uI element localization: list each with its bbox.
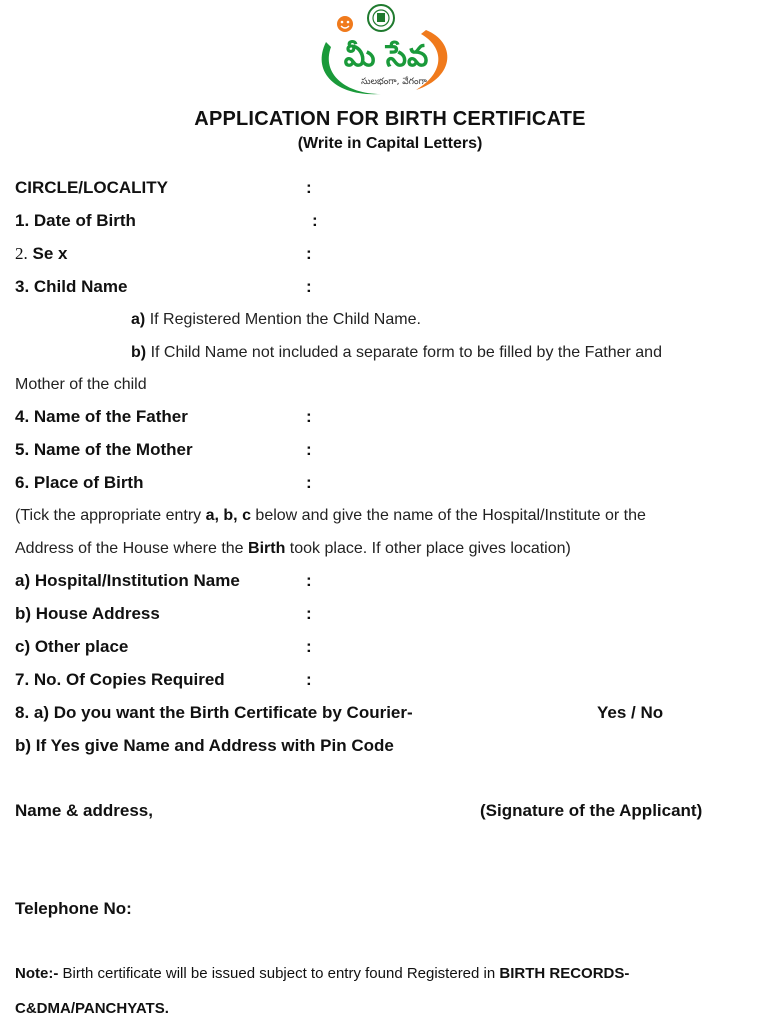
field-label: 6. Place of Birth <box>15 473 144 492</box>
field-label: b) If Yes give Name and Address with Pin Code <box>15 736 394 755</box>
child-name-option-b-continued: Mother of the child <box>15 376 147 393</box>
note-line2: C&DMA/PANCHYATS. <box>15 1000 169 1017</box>
field-label: 7. No. Of Copies Required <box>15 670 225 689</box>
field-label-number: 2. <box>15 244 28 263</box>
field-label: 1. Date of Birth <box>15 211 136 230</box>
note-text: Birth certificate will be issued subject to entry found Registered in <box>58 965 500 982</box>
option-marker: a) <box>131 311 146 328</box>
place-of-birth-note-line2: Address of the House where the Birth took place. If other place gives location) <box>15 540 571 557</box>
smiley-icon <box>337 16 353 32</box>
field-label: c) Other place <box>15 637 129 656</box>
field-colon: : <box>306 571 312 590</box>
field-colon: : <box>306 670 312 689</box>
page-title: APPLICATION FOR BIRTH CERTIFICATE <box>194 108 586 130</box>
name-and-address-label: Name & address, <box>15 801 153 820</box>
signature-label: (Signature of the Applicant) <box>480 801 703 820</box>
child-name-option-b <box>131 343 662 363</box>
field-label: a) Hospital/Institution Name <box>15 571 240 590</box>
meeseva-logo-graphic <box>306 2 466 112</box>
option-text: If Child Name not included a separate form to be filled by the Father and <box>150 344 662 361</box>
field-label: 4. Name of the Father <box>15 407 188 426</box>
child-name-option-a <box>131 310 421 330</box>
field-colon: : <box>312 211 318 230</box>
logo-tagline-text: సులభంగా, వేగంగా <box>361 77 427 87</box>
place-of-birth-note-line1: (Tick the appropriate entry a, b, c below and give the name of the Hospital/Institute or the <box>15 507 646 524</box>
field-label: 8. a) Do you want the Birth Certificate by Courier- <box>15 703 413 722</box>
page-subtitle: (Write in Capital Letters) <box>297 135 483 152</box>
field-colon: : <box>306 637 312 656</box>
courier-yes-no: Yes / No <box>597 703 664 722</box>
note-bold-text: BIRTH RECORDS- <box>499 965 630 982</box>
field-label: 3. Child Name <box>15 277 128 296</box>
logo-name-text: మీ సేవ <box>343 39 429 74</box>
field-label <box>15 244 67 264</box>
field-label-text: Se x <box>32 244 68 263</box>
note-line1 <box>15 964 629 984</box>
field-colon: : <box>306 604 312 623</box>
field-label: 5. Name of the Mother <box>15 440 193 459</box>
field-label: b) House Address <box>15 604 160 623</box>
field-colon: : <box>306 277 312 296</box>
field-colon: : <box>306 244 312 263</box>
note-label: Note:- <box>15 965 59 982</box>
field-label: CIRCLE/LOCALITY <box>15 178 168 197</box>
option-marker: b) <box>131 344 147 361</box>
field-colon: : <box>306 407 312 426</box>
telephone-label: Telephone No: <box>15 899 132 918</box>
field-colon: : <box>306 440 312 459</box>
option-text: If Registered Mention the Child Name. <box>149 311 421 328</box>
meeseva-logo <box>306 2 466 112</box>
field-colon: : <box>306 473 312 492</box>
field-colon: : <box>306 178 312 197</box>
